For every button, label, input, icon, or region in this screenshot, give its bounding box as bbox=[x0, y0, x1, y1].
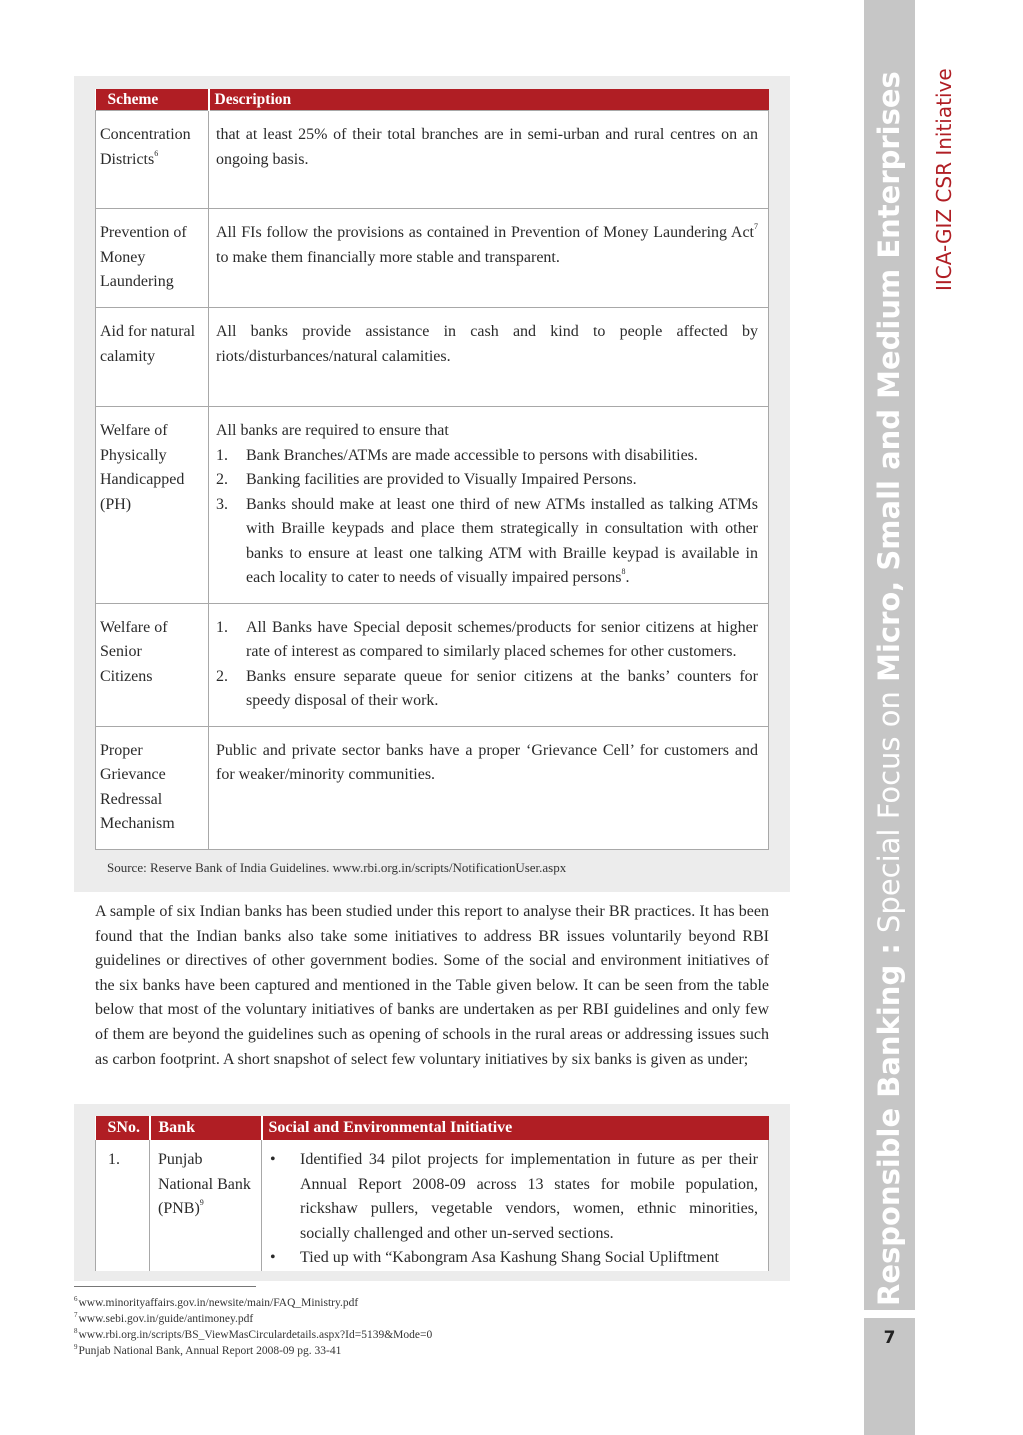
header-description: Description bbox=[209, 89, 769, 111]
header-bank: Bank bbox=[150, 1116, 262, 1140]
scheme-cell: Aid for natural calamity bbox=[96, 308, 209, 407]
scheme-cell: Concentration Districts$^6$ bbox=[96, 111, 209, 209]
scheme-cell: Welfare of Physically Handicapped (PH) bbox=[96, 407, 209, 604]
bank-table-header bbox=[96, 1116, 769, 1140]
description-cell: All FIs follow the provisions as contained in Prevention of Money Laundering Act$^7$ to make them financially more stable and transparent. bbox=[209, 209, 769, 308]
footnote: $^6$www.minorityaffairs.gov.in/newsite/main/FAQ_Ministry.pdf bbox=[74, 1295, 359, 1309]
table-row bbox=[96, 1140, 769, 1271]
header-sno: SNo. bbox=[96, 1116, 150, 1140]
footnotes bbox=[74, 1295, 432, 1359]
scheme-cell: Proper Grievance Redressal Mechanism bbox=[96, 726, 209, 849]
header-scheme: Scheme bbox=[96, 89, 209, 111]
list-item: 1. Bank Branches/ATMs are made accessible to persons with disabilities. bbox=[216, 446, 698, 464]
table-row bbox=[96, 111, 769, 209]
scheme-cell: Prevention of Money Laundering bbox=[96, 209, 209, 308]
footnote: $^8$www.rbi.org.in/scripts/BS_ViewMasCirculardetails.aspx?Id=5139&Mode=0 bbox=[74, 1327, 433, 1341]
footnote: $^9$Punjab National Bank, Annual Report 2008-09 pg. 33-41 bbox=[74, 1343, 342, 1357]
table-row bbox=[96, 726, 769, 849]
table-row bbox=[96, 308, 769, 407]
page-number: 7 bbox=[883, 1328, 896, 1348]
sidebar-title: Responsible Banking : Special Focus on Micro, Small and Medium Enterprises bbox=[872, 71, 906, 1306]
list-item: • Identified 34 pilot projects for implementation in future as per their Annual Report 2008-09 across 13 states for mobile population, rickshaw pullers, vegetable vendors, women, ethnic minorities, socially challenged and other un-served sections. bbox=[270, 1148, 758, 1246]
scheme-table bbox=[95, 89, 769, 850]
numbered-list bbox=[216, 444, 758, 591]
table-row bbox=[96, 209, 769, 308]
list-item: • Tied up with “Kabongram Asa Kashung Shang Social Upliftment bbox=[270, 1246, 758, 1271]
list-item: 2. Banks ensure separate queue for senior citizens at the banks’ counters for speedy disposal of their work. bbox=[216, 667, 758, 709]
description-cell bbox=[209, 407, 769, 604]
scheme-table-header bbox=[96, 89, 769, 111]
bank-table bbox=[95, 1116, 769, 1271]
description-cell: Public and private sector banks have a proper ‘Grievance Cell’ for customers and for weaker/minority communities. bbox=[209, 726, 769, 849]
footnote-rule bbox=[74, 1286, 256, 1287]
list-item: 3. Banks should make at least one third of new ATMs installed as talking ATMs with Braille keypads and place them strategically in consultation with other banks to ensure at least one talking ATM with Braille keypad is available in each locality to cater to needs of visually impaired persons$^8$. bbox=[216, 495, 758, 586]
numbered-list bbox=[216, 616, 758, 714]
list-intro: All banks are required to ensure that bbox=[216, 422, 449, 439]
sno-cell: 1. bbox=[96, 1140, 150, 1271]
description-cell bbox=[209, 603, 769, 726]
description-cell: that at least 25% of their total branches are in semi-urban and rural centres on an ongoing basis. bbox=[209, 111, 769, 209]
table-source: Source: Reserve Bank of India Guidelines. www.rbi.org.in/scripts/NotificationUser.aspx bbox=[107, 860, 567, 875]
initiative-cell bbox=[262, 1140, 769, 1271]
footnote: $^7$www.sebi.gov.in/guide/antimoney.pdf bbox=[74, 1311, 254, 1325]
body-paragraph: A sample of six Indian banks has been studied under this report to analyse their BR practices. It has been found that the Indian banks also take some initiatives to address BR issues voluntarily beyond RBI guidelines or directives of other government bodies. Some of the social and environment initiatives of the six banks have been captured and mentioned in the Table given below. It can be seen from the table below that most of the voluntary initiatives of banks are undertaken as per RBI guidelines and only few of them are beyond the guidelines such as opening of schools in the rural areas or addressing issues such as carbon footprint. A short snapshot of select few voluntary initiatives by six banks is given as under; bbox=[95, 903, 769, 1068]
header-initiative: Social and Environmental Initiative bbox=[262, 1116, 769, 1140]
table-row bbox=[96, 603, 769, 726]
list-item: 1. All Banks have Special deposit schemes/products for senior citizens at higher rate of interest as compared to similarly placed schemes for other customers. bbox=[216, 618, 758, 660]
description-cell: All banks provide assistance in cash and kind to people affected by riots/disturbances/natural calamities. bbox=[209, 308, 769, 407]
bullet-icon: • bbox=[270, 1151, 276, 1168]
bullet-icon: • bbox=[270, 1249, 276, 1267]
table-row bbox=[96, 407, 769, 604]
bank-cell: Punjab National Bank (PNB)$^9$ bbox=[150, 1140, 262, 1271]
list-item: 2. Banking facilities are provided to Visually Impaired Persons. bbox=[216, 471, 637, 488]
scheme-cell: Welfare of Senior Citizens bbox=[96, 603, 209, 726]
initiative-label: IICA-GIZ CSR Initiative bbox=[932, 68, 956, 291]
bullet-list bbox=[270, 1148, 758, 1271]
